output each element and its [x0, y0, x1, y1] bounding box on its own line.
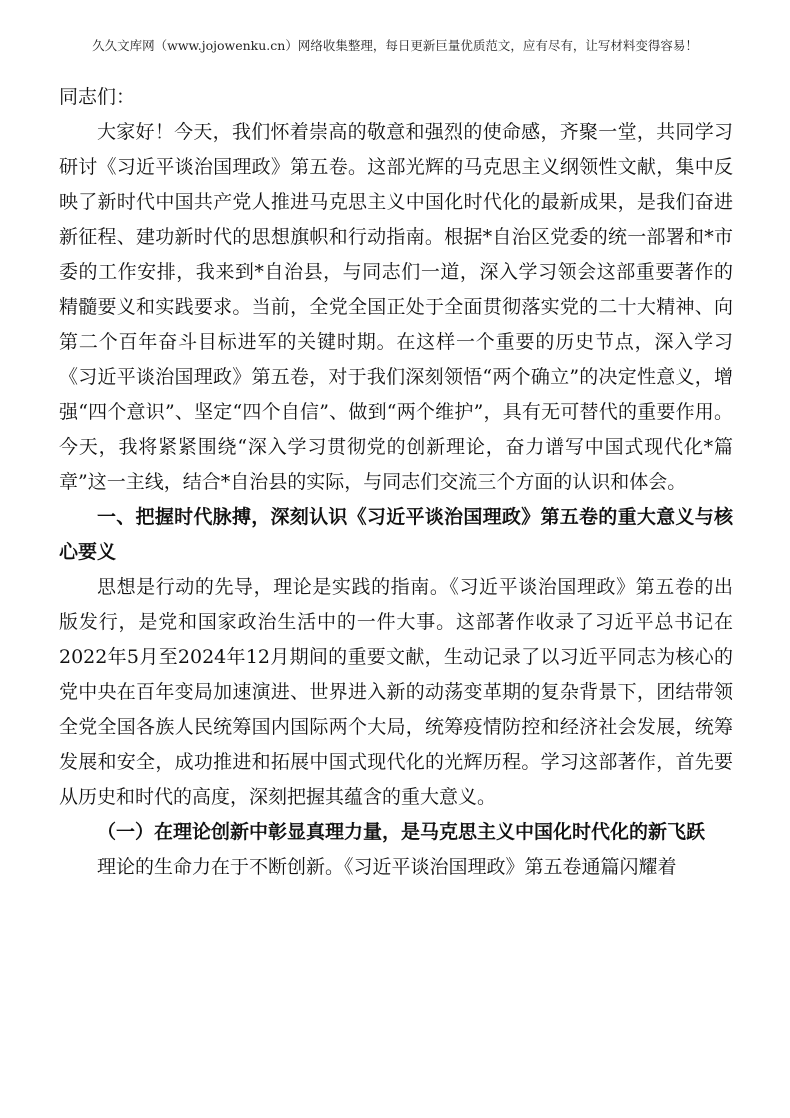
- salutation: 同志们：: [59, 86, 136, 108]
- subsection-heading-1: （一）在理论创新中彰显真理力量，是马克思主义中国化时代化的新飞跃: [97, 821, 706, 843]
- paragraph-section-1: 思想是行动的先导，理论是实践的指南。《习近平谈治国理政》第五卷的出版发行，是党和国家政治生活中的一件大事。这部著作收录了习近平总书记在2022年5月至2024年12月期间的重要文献，生动记录了以习近平同志为核心的党中央在百年变局加速演进、世界进入新的动荡变革期的复杂背景下，团结带领全党全国各族人民统筹国内国际两个大局，统筹疫情防控和经济社会发展，统筹发展和安全，成功推进和拓展中国式现代化的光辉历程。学习这部著作，首先要从历史和时代的高度，深刻把握其蕴含的重大意义。: [59, 576, 733, 808]
- page-header: 久久文库网（www.jojowenku.cn）网络收集整理，每日更新巨量优质范文，应有尽有，让写材料变得容易！: [92, 38, 698, 53]
- paragraph-subsection-1: 理论的生命力在于不断创新。《习近平谈治国理政》第五卷通篇闪耀着: [97, 856, 677, 878]
- paragraph-intro: 大家好！今天，我们怀着崇高的敬意和强烈的使命感，齐聚一堂，共同学习研讨《习近平谈治国理政》第五卷。这部光辉的马克思主义纲领性文献，集中反映了新时代中国共产党人推进马克思主义中国化时代化的最新成果，是我们奋进新征程、建功新时代的思想旗帜和行动指南。根据*自治区党委的统一部署和*市委的工作安排，我来到*自治县，与同志们一道，深入学习领会这部重要著作的精髓要义和实践要求。当前，全党全国正处于全面贯彻落实党的二十大精神、向第二个百年奋斗目标进军的关键时期。在这样一个重要的历史节点，深入学习《习近平谈治国理政》第五卷，对于我们深刻领悟“两个确立”的决定性意义，增强“四个意识”、坚定“四个自信”、做到“两个维护”，具有无可替代的重要作用。今天，我将紧紧围绕“深入学习贯彻党的创新理论，奋力谱写中国式现代化*篇章”这一主线，结合*自治县的实际，与同志们交流三个方面的认识和体会。: [59, 121, 733, 493]
- document-body: [59, 80, 733, 885]
- section-heading-1: 一、把握时代脉搏，深刻认识《习近平谈治国理政》第五卷的重大意义与核心要义: [59, 506, 733, 563]
